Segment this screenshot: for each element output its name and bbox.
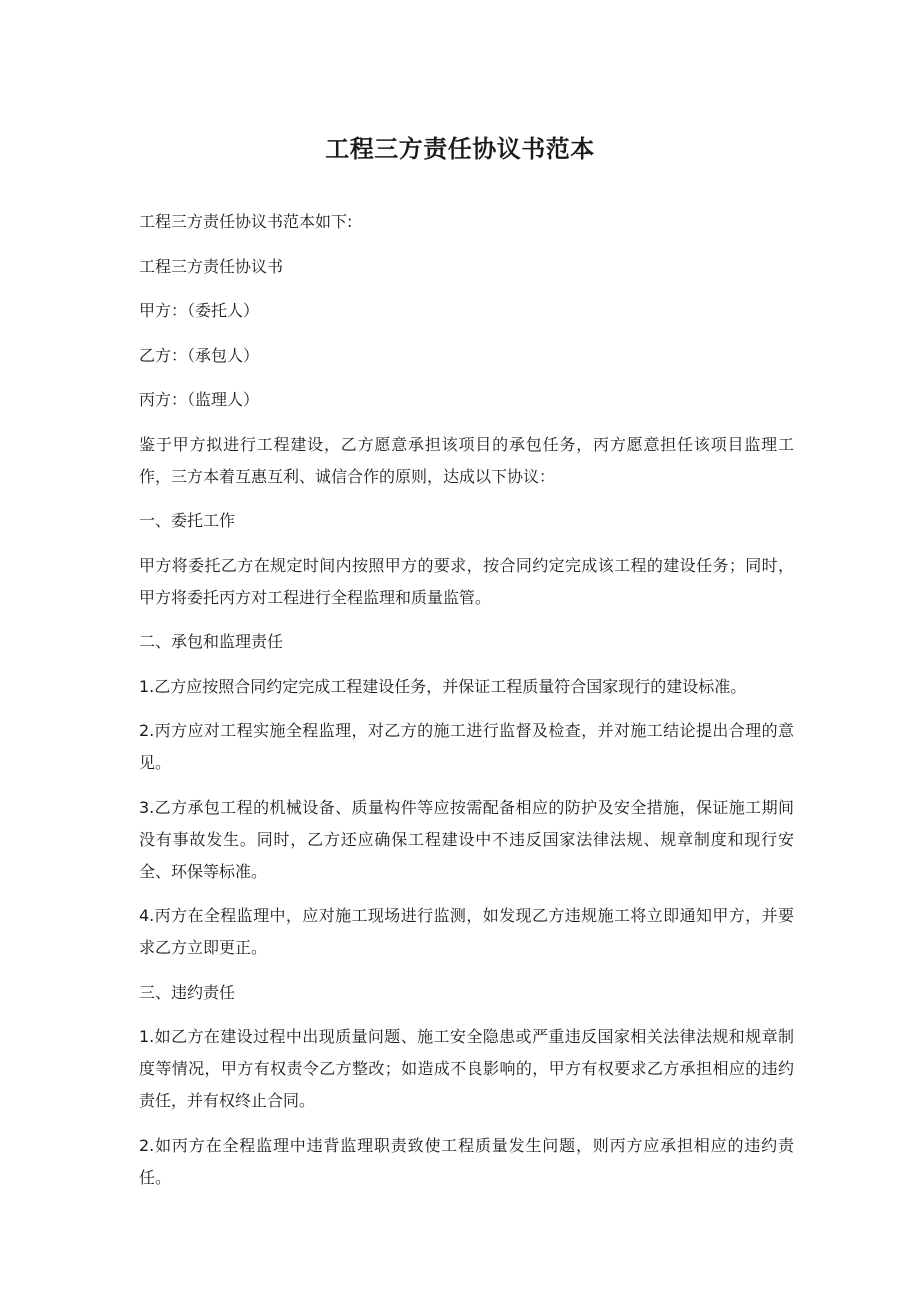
party-b: 乙方：（承包人） [139,345,260,365]
section-heading-2: 二、承包和监理责任 [139,632,284,651]
document-title: 工程三方责任协议书范本 [325,135,595,163]
clause-2-3: 3.乙方承包工程的机械设备、质量构件等应按需配备相应的防护及安全措施，保证施工期间没有事故发生。同时，乙方还应确保工程建设中不违反国家法律法规、规章制度和现行安全、环保等标准。 [139,797,794,881]
agreement-name: 工程三方责任协议书 [139,256,284,276]
party-a: 甲方：（委托人） [139,301,260,320]
section-1-paragraph: 甲方将委托乙方在规定时间内按照甲方的要求，按合同约定完成该工程的建设任务；同时，甲方将委托丙方对工程进行全程监理和质量监管。 [139,555,794,607]
intro-line: 工程三方责任协议书范本如下: [139,212,353,231]
clause-3-2: 2.如丙方在全程监理中违背监理职责致使工程质量发生问题，则丙方应承担相应的违约责任。 [139,1135,794,1187]
section-heading-1: 一、委托工作 [139,511,236,530]
clause-2-1: 1.乙方应按照合同约定完成工程建设任务，并保证工程质量符合国家现行的建设标准。 [139,676,747,696]
document-body [139,206,794,1206]
preamble-paragraph: 鉴于甲方拟进行工程建设，乙方愿意承担该项目的承包任务，丙方愿意担任该项目监理工作，三方本着互惠互利、诚信合作的原则，达成以下协议： [139,434,794,486]
clause-2-4: 4.丙方在全程监理中，应对施工现场进行监测，如发现乙方违规施工将立即通知甲方，并要求乙方立即更正。 [139,906,794,957]
clause-2-2: 2.丙方应对工程实施全程监理，对乙方的施工进行监督及检查，并对施工结论提出合理的意见。 [139,721,794,772]
section-heading-3: 三、违约责任 [139,982,236,1002]
party-c: 丙方：（监理人） [139,390,260,409]
clause-3-1: 1.如乙方在建设过程中出现质量问题、施工安全隐患或严重违反国家相关法律法规和规章制度等情况，甲方有权责令乙方整改；如造成不良影响的，甲方有权要求乙方承担相应的违约责任，并有权终止合同。 [139,1027,794,1110]
